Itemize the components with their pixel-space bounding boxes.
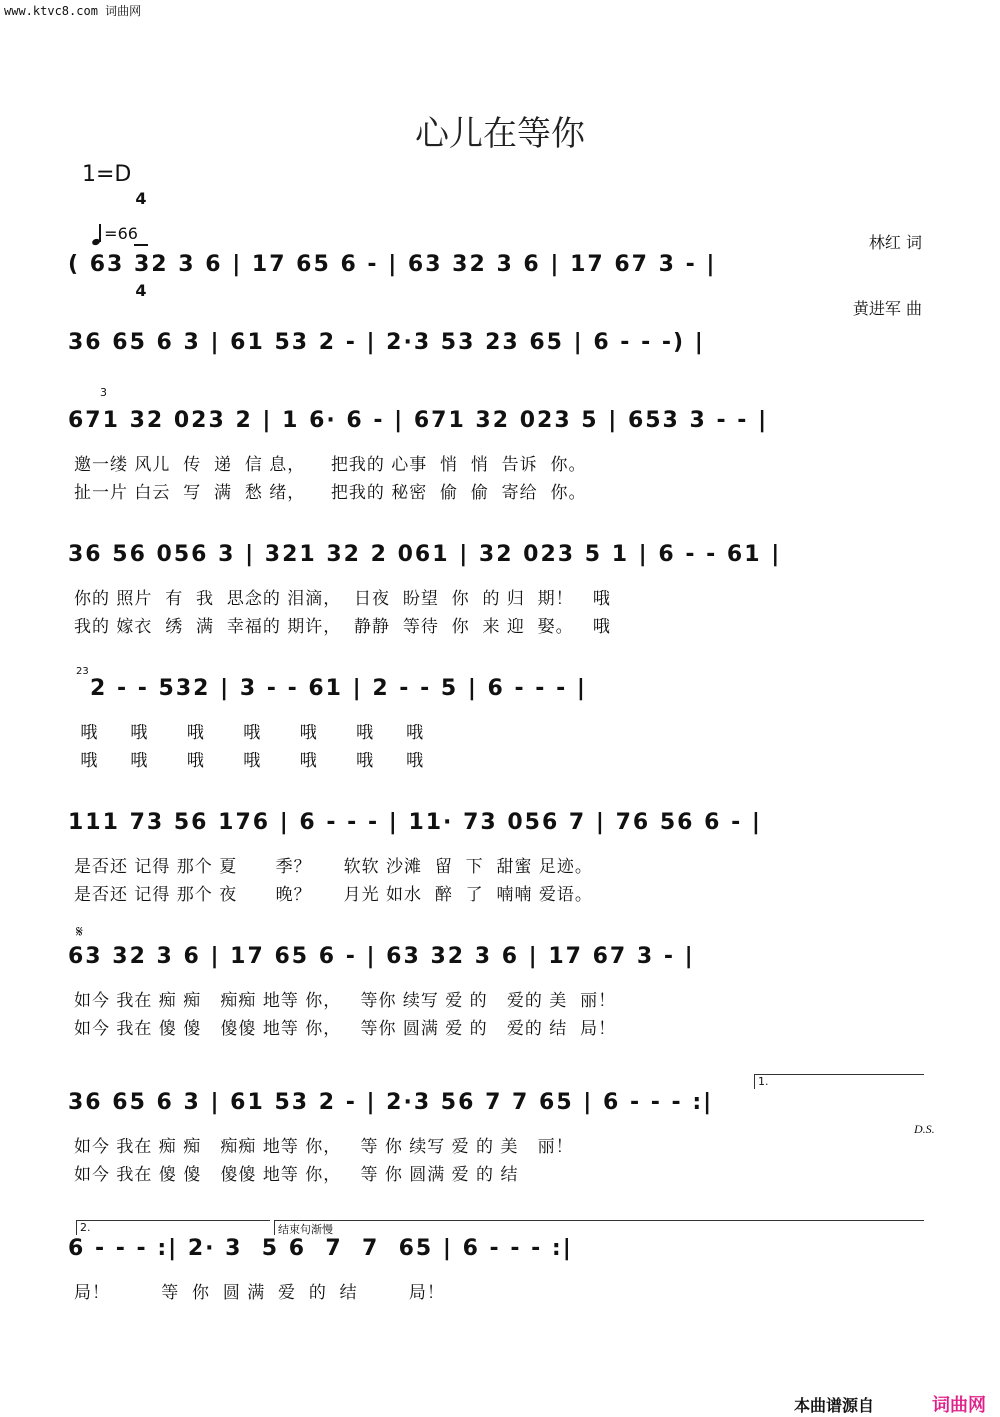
lyrics-line-3-verse-2: 扯一片 白云 写 满 愁 绪， 把我的 秘密 偷 偷 寄给 你。 — [74, 483, 587, 503]
lyrics-line-5-verse-1: 哦 哦 哦 哦 哦 哦 哦 — [74, 723, 425, 743]
notes-line-7: 63 32 3 6 | 17 65 6 - | 63 32 3 6 | 17 67 3 - | — [68, 944, 695, 969]
notes-line-8: 36 65 6 3 | 61 53 2 - | 2·3 56 7 7 65 | 6 - - - :| — [68, 1090, 714, 1115]
lyrics-line-6-verse-1: 是否还 记得 那个 夏 季？ 软软 沙滩 留 下 甜蜜 足迹。 — [74, 857, 593, 877]
score-line-2 — [68, 330, 928, 370]
score-line-7 — [68, 922, 928, 1039]
footer-logo[interactable]: 词曲网 — [932, 1395, 986, 1416]
grace-note-mark: 23 — [76, 666, 89, 677]
time-bottom: 4 — [135, 281, 147, 300]
score-line-5 — [68, 666, 928, 771]
score-line-1 — [68, 252, 928, 292]
notes-line-4: 36 56 056 3 | 321 32 2 061 | 32 023 5 1 | 6 - - 61 | — [68, 542, 782, 567]
score-line-6 — [68, 810, 928, 905]
segno-icon: 𝄋 — [76, 922, 83, 941]
notes-line-2: 36 65 6 3 | 61 53 2 - | 2·3 53 23 65 | 6 - - -) | — [68, 330, 705, 355]
key-signature: 1=D — [82, 162, 132, 187]
lyrics-line-7-verse-1: 如今 我在 痴 痴 痴痴 地等 你， 等你 续写 爱 的 爱的 美 丽！ — [74, 991, 617, 1011]
song-title: 心儿在等你 — [415, 115, 585, 153]
score-line-8 — [68, 1075, 935, 1185]
score-line-4 — [68, 542, 928, 637]
notes-line-6: 111 73 56 176 | 6 - - - | 11· 73 056 7 | 76 56 6 - | — [68, 810, 762, 835]
lyrics-line-3-verse-1: 邀一缕 风儿 传 递 信 息， 把我的 心事 悄 悄 告诉 你。 — [74, 455, 587, 475]
lyrics-line-4-verse-2: 我的 嫁衣 绣 满 幸福的 期许， 静静 等待 你 来 迎 娶。 哦 — [74, 617, 611, 637]
notes-line-3: 671 32 023 2 | 1 6· 6 - | 671 32 023 5 | 653 3 - - | — [68, 408, 769, 433]
notes-line-9: 6 - - - :| 2· 3 5 6 7 7 65 | 6 - - - :| — [68, 1236, 573, 1261]
footer-source-text: 本曲谱源自 — [793, 1396, 874, 1415]
quarter-note-icon — [92, 223, 102, 245]
site-url: www.ktvc8.com 词曲网 — [4, 4, 142, 18]
triplet-mark: 3 — [100, 386, 107, 399]
lyricist: 林红 词 — [868, 233, 922, 252]
tempo-value: =66 — [104, 224, 138, 243]
lyrics-line-9-verse-1: 局！ 等 你 圆 满 爱 的 结 局！ — [74, 1283, 445, 1303]
time-top: 4 — [135, 189, 147, 208]
lyrics-line-6-verse-2: 是否还 记得 那个 夜 晚？ 月光 如水 醉 了 喃喃 爱语。 — [74, 885, 593, 905]
notes-line-1: ( 63 32 3 6 | 17 65 6 - | 63 32 3 6 | 17 67 3 - | — [68, 252, 717, 277]
volta-1: 1. — [754, 1074, 924, 1089]
ritard-marking: 结束句渐慢 — [274, 1220, 924, 1235]
lyrics-line-4-verse-1: 你的 照片 有 我 思念的 泪滴， 日夜 盼望 你 的 归 期！ 哦 — [74, 589, 611, 609]
lyrics-line-7-verse-2: 如今 我在 傻 傻 傻傻 地等 你， 等你 圆满 爱 的 爱的 结 局！ — [74, 1019, 617, 1039]
lyrics-line-8-verse-2: 如今 我在 傻 傻 傻傻 地等 你， 等 你 圆满 爱 的 结 — [74, 1165, 519, 1185]
lyrics-line-5-verse-2: 哦 哦 哦 哦 哦 哦 哦 — [74, 751, 425, 771]
lyrics-line-8-verse-1: 如今 我在 痴 痴 痴痴 地等 你， 等 你 续写 爱 的 美 丽！ — [74, 1137, 574, 1157]
score-line-3 — [68, 386, 928, 503]
score-line-9 — [68, 1221, 928, 1303]
volta-2: 2. — [76, 1220, 270, 1235]
notes-line-5: 2 - - 532 | 3 - - 61 | 2 - - 5 | 6 - - - | — [90, 676, 587, 701]
ds-marking: D.S. — [914, 1122, 935, 1136]
tempo-marking — [82, 204, 138, 245]
composer: 黄进军 曲 — [852, 299, 922, 318]
